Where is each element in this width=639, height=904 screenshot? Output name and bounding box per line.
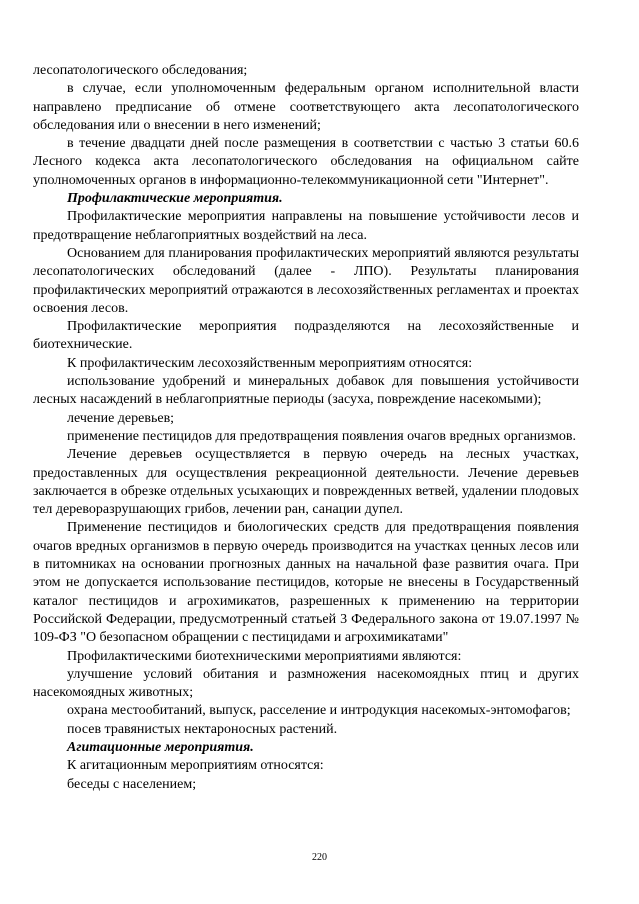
paragraph: Профилактические мероприятия подразделяются на лесохозяйственные и биотехнические. [33, 319, 579, 353]
list-item: лечение деревьев; [67, 410, 175, 426]
list-item: использование удобрений и минеральных добавок для повышения устойчивости лесных насаждений в неблагоприятные периоды (засуха, повреждение насекомыми); [33, 374, 579, 408]
document-body [33, 62, 579, 794]
list-item: беседы с населением; [67, 776, 197, 792]
list-item: посев травянистых нектароносных растений. [67, 721, 338, 737]
list-item: применение пестицидов для предотвращения появления очагов вредных организмов. [67, 428, 576, 444]
paragraph: Профилактическими биотехническими мероприятиями являются: [67, 648, 462, 664]
paragraph: в течение двадцати дней после размещения в соответствии с частью 3 статьи 60.6 Лесного кодекса акта лесопатологического обследования на официальном сайте уполномоченных органов в информационно-телекоммуникационной сети "Интернет". [33, 136, 579, 188]
list-item: охрана местообитаний, выпуск, расселение и интродукция насекомых-энтомофагов; [67, 703, 571, 719]
paragraph: К профилактическим лесохозяйственным мероприятиям относятся: [67, 355, 473, 371]
page-number: 220 [312, 852, 327, 863]
section-heading: Профилактические мероприятия. [67, 191, 283, 207]
paragraph: Основанием для планирования профилактических мероприятий являются результаты лесопатологических обследований (далее - ЛПО). Результаты планирования профилактических мероприятий отражаются в лесохозяйственных регламентах и проектах освоения лесов. [33, 245, 579, 316]
paragraph: лесопатологического обследования; [33, 63, 248, 78]
paragraph: Профилактические мероприятия направлены на повышение устойчивости лесов и предотвращение неблагоприятных воздействий на леса. [33, 209, 579, 243]
paragraph: в случае, если уполномоченным федеральным органом исполнительной власти направлено предписание об отмене соответствующего акта лесопатологического обследования или о внесении в него изменений; [33, 81, 579, 133]
paragraph: К агитационным мероприятиям относятся: [67, 758, 324, 774]
paragraph: Применение пестицидов и биологических средств для предотвращения появления очагов вредных организмов в первую очередь производится на участках ценных лесов или в питомниках на основании прогнозных данных на начальной фазе развития очага. При этом не допускается использование пестицидов, которые не внесены в Государственный каталог пестицидов и агрохимикатов, разрешенных к применению на территории Российской Федерации, предусмотренный статьей 3 Федерального закона от 19.07.1997 № 109-ФЗ "О безопасном обращении с пестицидами и агрохимикатами" [33, 520, 579, 646]
list-item: улучшение условий обитания и размножения насекомоядных птиц и других насекомоядных животных; [33, 666, 579, 701]
paragraph: Лечение деревьев осуществляется в первую очередь на лесных участках, предоставленных для осуществления рекреационной деятельности. Лечение деревьев заключается в обрезке отдельных усыхающих и поврежденных ветвей, удалении плодовых тел дереворазрушающих грибов, лечении ран, санации дупел. [33, 447, 579, 518]
section-heading: Агитационные мероприятия. [67, 739, 254, 755]
